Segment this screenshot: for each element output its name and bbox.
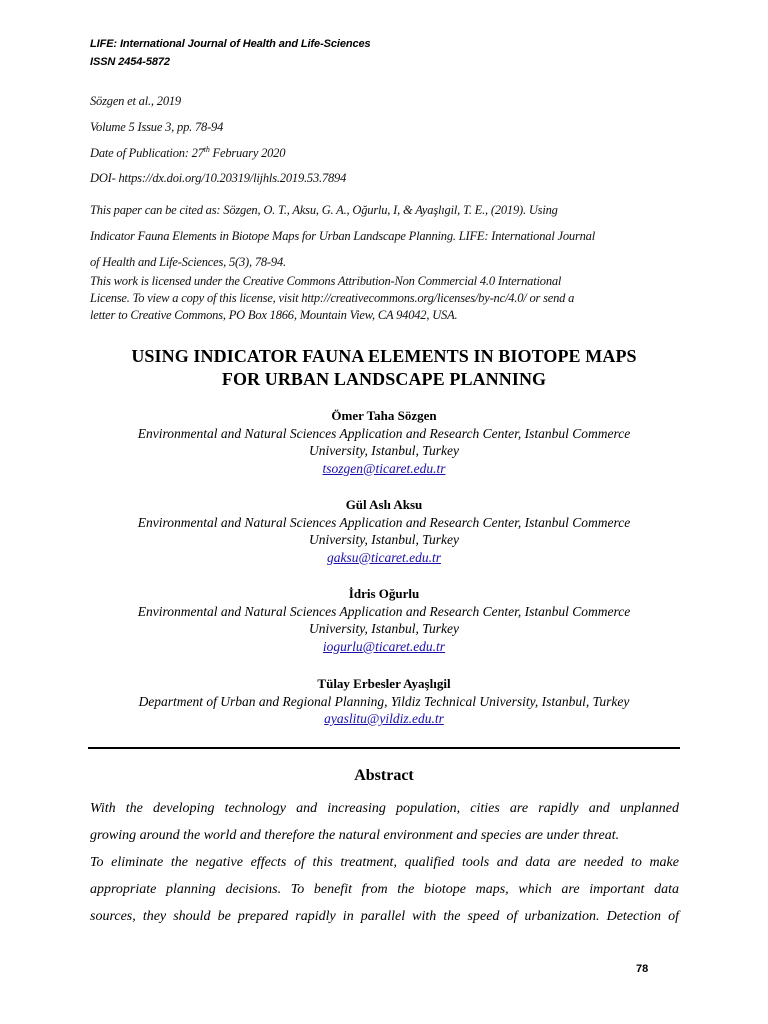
author-name: Gül Aslı Aksu [345,497,423,512]
author-name: Tülay Erbesler Ayaşlıgil [317,676,451,691]
author-affiliation: Environmental and Natural Sciences Application and Research Center, Istanbul Commerce [137,425,631,441]
volume-info: Volume 5 Issue 3, pp. 78-94 [90,120,224,134]
journal-issn: ISSN 2454-5872 [90,56,170,68]
pubdate-sup: th [203,144,210,154]
citation-line: of Health and Life-Sciences, 5(3), 78-94. [90,255,286,269]
abstract-line: growing around the world and therefore the natural environment and species are under threat. [90,828,620,843]
author-affiliation: University, Istanbul, Turkey [309,621,459,636]
title-line: USING INDICATOR FAUNA ELEMENTS IN BIOTOPE MAPS [131,346,637,366]
abstract-heading: Abstract [354,767,414,784]
abstract-body [90,795,679,930]
author-affiliation: Environmental and Natural Sciences Application and Research Center, Istanbul Commerce [137,603,631,619]
citation-block [90,197,690,275]
journal-name: LIFE: International Journal of Health and Life-Sciences [90,38,371,50]
citation-line: Indicator Fauna Elements in Biotope Maps for Urban Landscape Planning. LIFE: International Journal [90,229,596,243]
citation-line: This paper can be cited as: Sözgen, O. T., Aksu, G. A., Oğurlu, I, & Ayaşlıgil, T. E., (2019). Using [90,203,558,217]
paper-title [0,345,768,391]
author-block [0,496,768,566]
author-block [0,585,768,655]
author-affiliation: Department of Urban and Regional Planning, Yildiz Technical University, Istanbul, Turkey [138,693,630,709]
license-line: License. To view a copy of this license, visit http://creativecommons.org/licenses/by-nc/4.0/ or send a [90,291,575,305]
license-line: This work is licensed under the Creative Commons Attribution-Non Commercial 4.0 International [90,274,562,288]
author-email-link[interactable]: gaksu@ticaret.edu.tr [327,549,441,565]
author-affiliation: Environmental and Natural Sciences Application and Research Center, Istanbul Commerce [137,514,631,530]
publication-date [90,146,690,161]
doi-link[interactable]: DOI- https://dx.doi.org/10.20319/lijhls.2019.53.7894 [90,171,347,185]
author-affiliation: University, Istanbul, Turkey [309,532,459,547]
author-email-link[interactable]: ayaslitu@yildiz.edu.tr [324,711,444,726]
author-affiliation: University, Istanbul, Turkey [309,443,459,458]
title-line: FOR URBAN LANDSCAPE PLANNING [221,369,547,389]
author-name: Ömer Taha Sözgen [331,408,437,423]
abstract-line: With the developing technology and increasing population, cities are rapidly and unplanned [90,801,679,816]
section-divider [88,747,680,749]
page-number: 78 [636,963,649,975]
abstract-line: appropriate planning decisions. To benefit from the biotope maps, which are important data [90,882,679,897]
author-email-link[interactable]: iogurlu@ticaret.edu.tr [322,638,446,654]
author-name: İdris Oğurlu [348,586,420,601]
license-block [90,273,690,324]
license-line: letter to Creative Commons, PO Box 1866, Mountain View, CA 94042, USA. [90,308,458,322]
pubdate-prefix: Date of Publication: 27 [90,146,204,160]
abstract-line: sources, they should be prepared rapidly in parallel with the speed of urbanization. Detection of [90,909,679,924]
author-block [0,675,768,728]
abstract-line: To eliminate the negative effects of this treatment, qualified tools and data are needed to make [90,855,679,870]
citation-short: Sözgen et al., 2019 [90,94,181,108]
pubdate-suffix: February 2020 [209,146,286,160]
author-email-link[interactable]: tsozgen@ticaret.edu.tr [322,460,446,476]
author-block [0,407,768,477]
